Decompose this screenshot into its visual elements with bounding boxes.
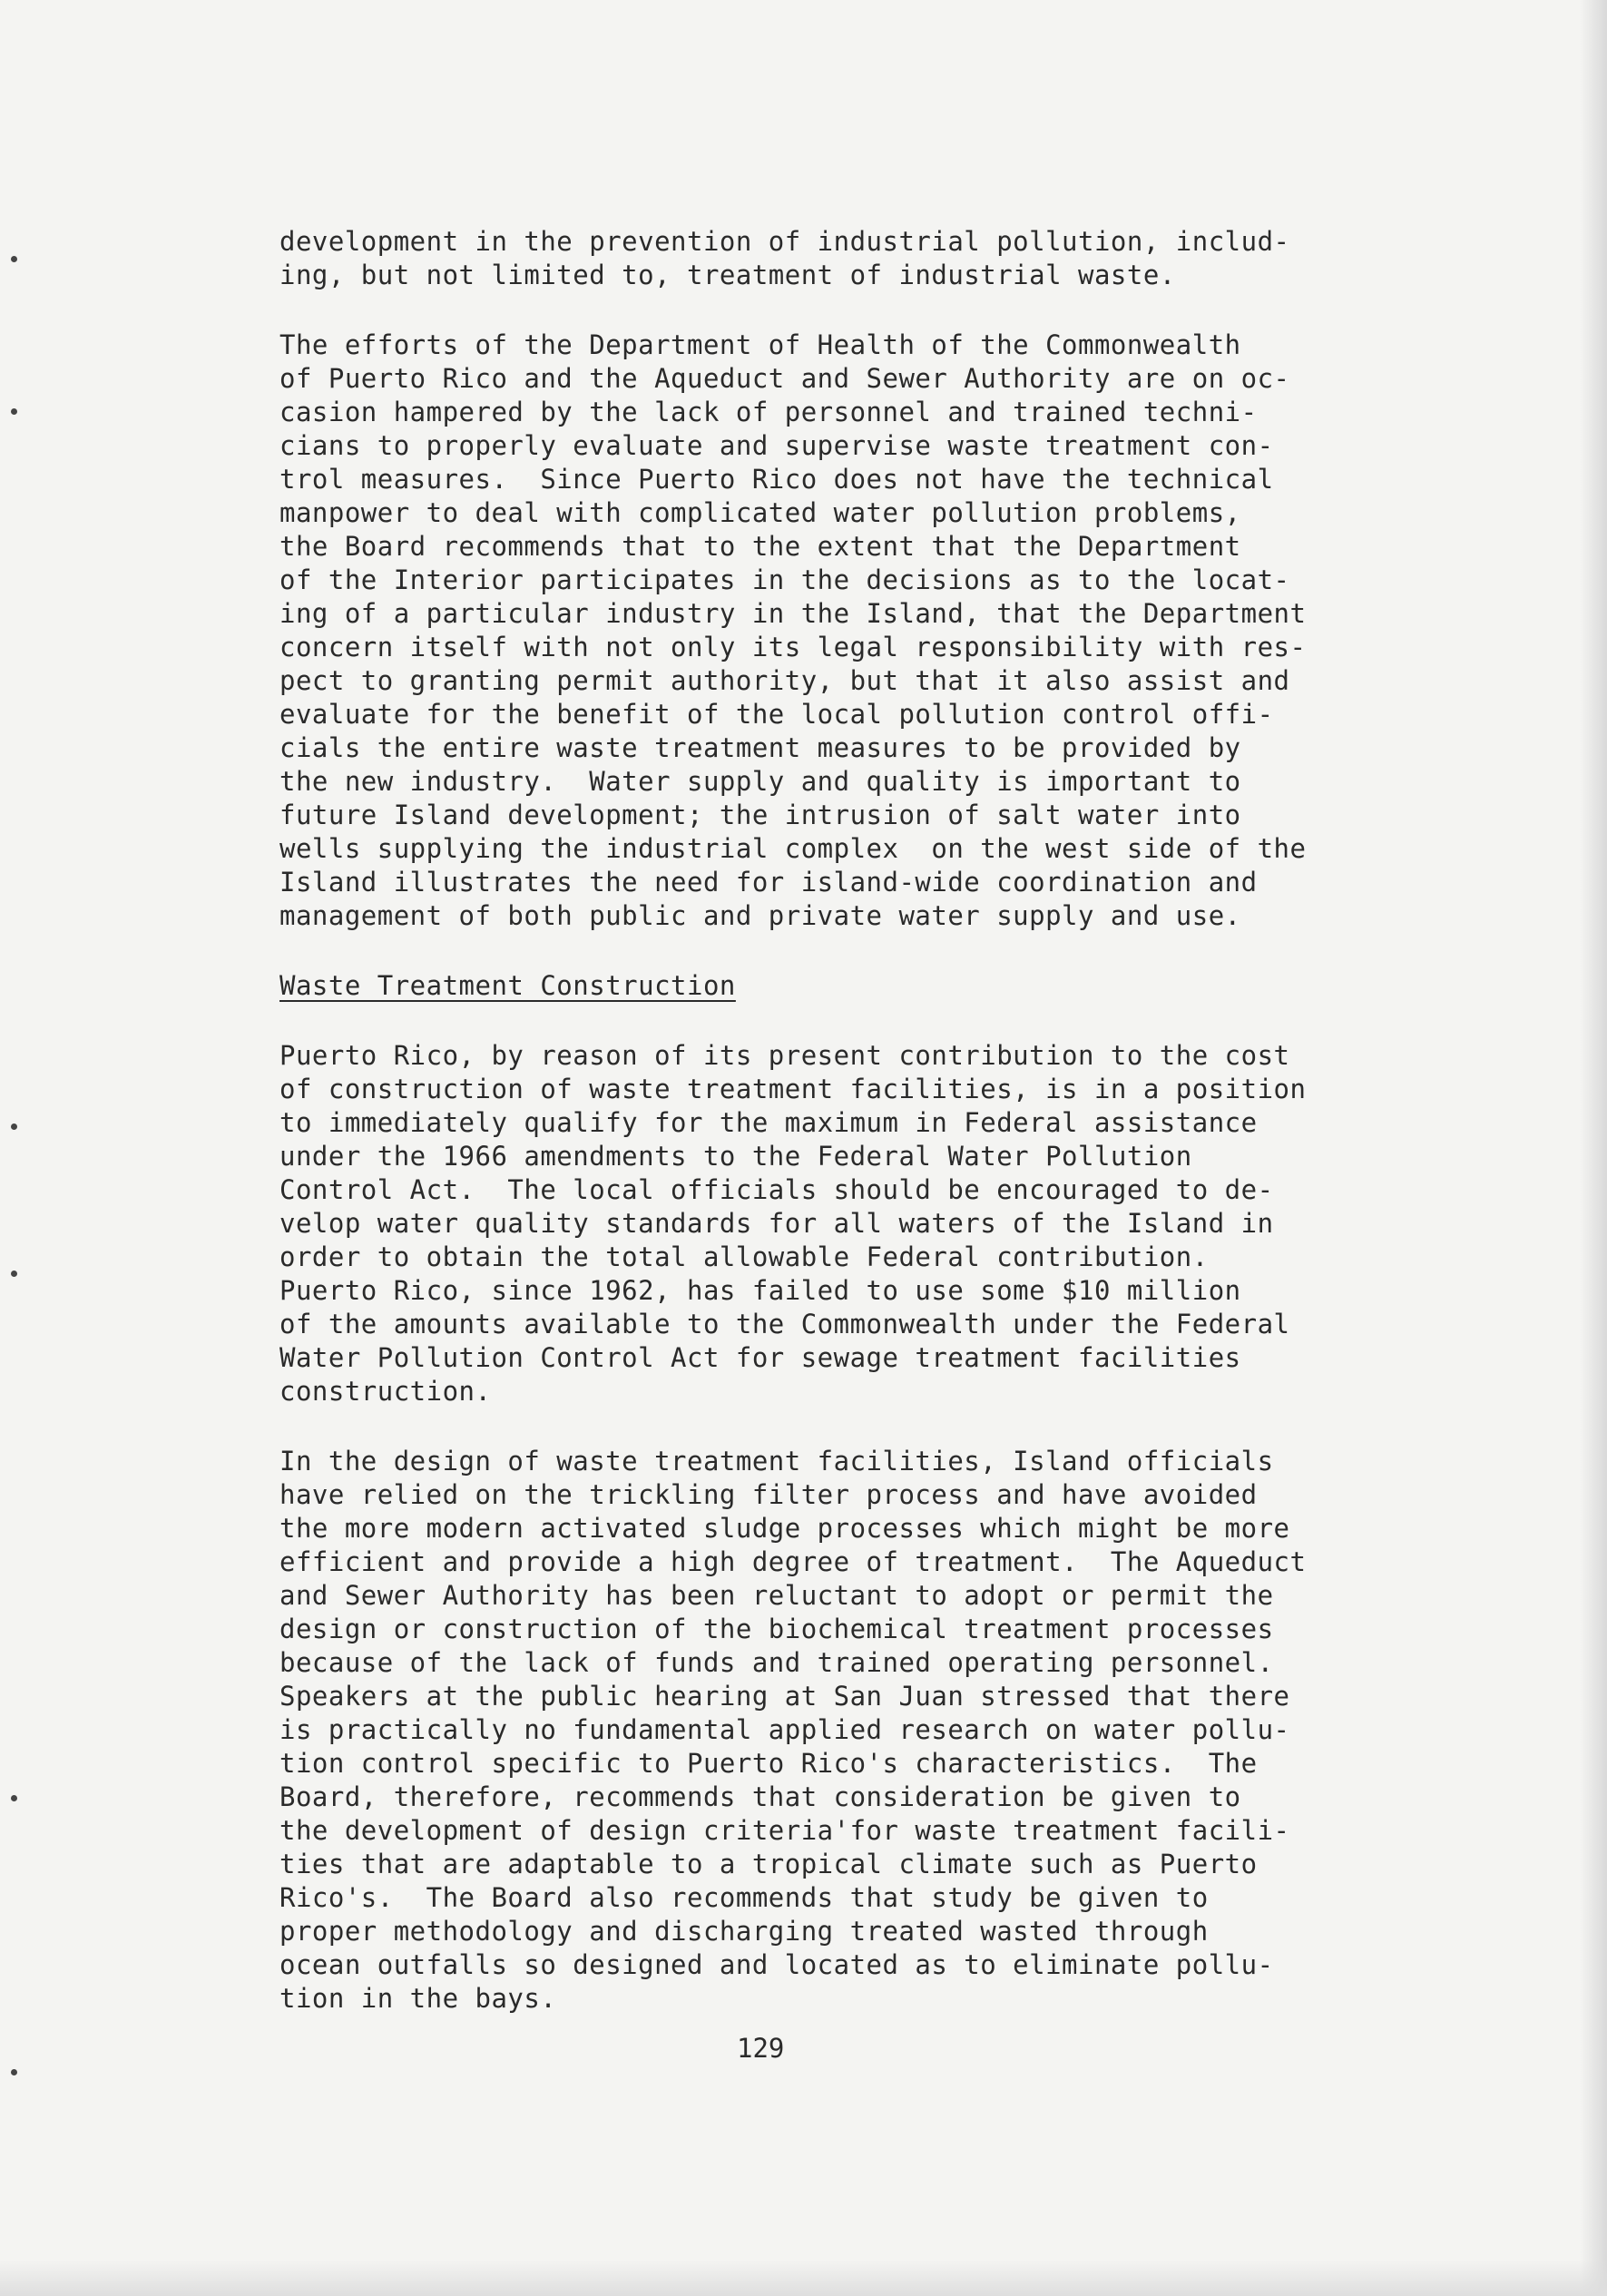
text-line: cians to properly evaluate and supervise waste treatment con- xyxy=(279,430,1274,461)
paragraph-1 xyxy=(279,225,1368,292)
text-line: Water Pollution Control Act for sewage treatment facilities xyxy=(279,1342,1241,1373)
text-line: tion in the bays. xyxy=(279,1983,557,2014)
text-line: is practically no fundamental applied research on water pollu- xyxy=(279,1714,1290,1745)
page-number: 129 xyxy=(737,2033,785,2064)
margin-mark xyxy=(11,408,17,415)
text-line: Puerto Rico, since 1962, has failed to use some $10 million xyxy=(279,1275,1241,1306)
text-line: efficient and provide a high degree of treatment. The Aqueduct xyxy=(279,1546,1307,1577)
text-line: the new industry. Water supply and quality is important to xyxy=(279,766,1241,797)
text-line: cials the entire waste treatment measures to be provided by xyxy=(279,732,1241,763)
text-line: evaluate for the benefit of the local pollution control offi- xyxy=(279,699,1274,730)
text-line: The efforts of the Department of Health of the Commonwealth xyxy=(279,329,1241,360)
text-line: order to obtain the total allowable Federal contribution. xyxy=(279,1241,1209,1272)
page-edge-shadow-right xyxy=(1580,0,1607,2296)
margin-mark xyxy=(11,2069,17,2075)
text-line: the Board recommends that to the extent that the Department xyxy=(279,531,1241,562)
text-line: management of both public and private water supply and use. xyxy=(279,900,1241,931)
text-line: tion control specific to Puerto Rico's characteristics. The xyxy=(279,1748,1258,1779)
text-line: pect to granting permit authority, but that it also assist and xyxy=(279,665,1290,696)
heading-waste-treatment-construction: Waste Treatment Construction xyxy=(279,970,736,1001)
text-line: ocean outfalls so designed and located as to eliminate pollu- xyxy=(279,1949,1274,1980)
text-line: of construction of waste treatment facilities, is in a position xyxy=(279,1074,1307,1104)
margin-mark xyxy=(11,1271,17,1277)
text-line: have relied on the trickling filter process and have avoided xyxy=(279,1479,1258,1510)
text-line: of the amounts available to the Commonwealth under the Federal xyxy=(279,1309,1290,1339)
text-line: velop water quality standards for all waters of the Island in xyxy=(279,1208,1274,1239)
text-line: of the Interior participates in the decisions as to the locat- xyxy=(279,564,1290,595)
text-line: Rico's. The Board also recommends that study be given to xyxy=(279,1882,1209,1913)
text-line: ing of a particular industry in the Island, that the Department xyxy=(279,598,1307,629)
text-line: wells supplying the industrial complex on the west side of the xyxy=(279,833,1307,864)
margin-mark xyxy=(11,1795,17,1801)
text-line: future Island development; the intrusion of salt water into xyxy=(279,800,1241,830)
text-line: Speakers at the public hearing at San Juan stressed that there xyxy=(279,1681,1290,1712)
text-line: Board, therefore, recommends that consideration be given to xyxy=(279,1781,1241,1812)
section-heading xyxy=(279,969,1368,1003)
text-line: proper methodology and discharging treated wasted through xyxy=(279,1916,1209,1947)
text-line: ties that are adaptable to a tropical climate such as Puerto xyxy=(279,1849,1258,1879)
text-line: concern itself with not only its legal responsibility with res- xyxy=(279,632,1307,662)
text-line: the more modern activated sludge processes which might be more xyxy=(279,1513,1290,1544)
text-line: trol measures. Since Puerto Rico does not have the technical xyxy=(279,464,1274,495)
text-line: manpower to deal with complicated water pollution problems, xyxy=(279,497,1241,528)
text-line: Island illustrates the need for island-wide coordination and xyxy=(279,867,1258,898)
text-line: ing, but not limited to, treatment of industrial waste. xyxy=(279,260,1176,290)
margin-mark xyxy=(11,256,17,262)
text-line: development in the prevention of industrial pollution, includ- xyxy=(279,226,1290,257)
text-line: construction. xyxy=(279,1376,492,1407)
paragraph-2 xyxy=(279,329,1368,933)
text-line: because of the lack of funds and trained operating personnel. xyxy=(279,1647,1274,1678)
text-line: Control Act. The local officials should be encouraged to de- xyxy=(279,1174,1274,1205)
text-line: Puerto Rico, by reason of its present contribution to the cost xyxy=(279,1040,1290,1071)
text-line: casion hampered by the lack of personnel and trained techni- xyxy=(279,397,1258,427)
text-line: to immediately qualify for the maximum in Federal assistance xyxy=(279,1107,1258,1138)
text-line: the development of design criteria'for waste treatment facili- xyxy=(279,1815,1290,1846)
text-line: of Puerto Rico and the Aqueduct and Sewer Authority are on oc- xyxy=(279,363,1290,394)
text-line: and Sewer Authority has been reluctant to adopt or permit the xyxy=(279,1580,1274,1611)
text-line: design or construction of the biochemical treatment processes xyxy=(279,1614,1274,1644)
text-line: under the 1966 amendments to the Federal Water Pollution xyxy=(279,1141,1192,1172)
paragraph-4 xyxy=(279,1445,1368,2016)
paragraph-3 xyxy=(279,1039,1368,1408)
page-edge-shadow-bottom xyxy=(0,2260,1607,2296)
body-text xyxy=(279,225,1368,2016)
margin-mark xyxy=(11,1123,17,1130)
text-line: In the design of waste treatment facilities, Island officials xyxy=(279,1446,1274,1477)
